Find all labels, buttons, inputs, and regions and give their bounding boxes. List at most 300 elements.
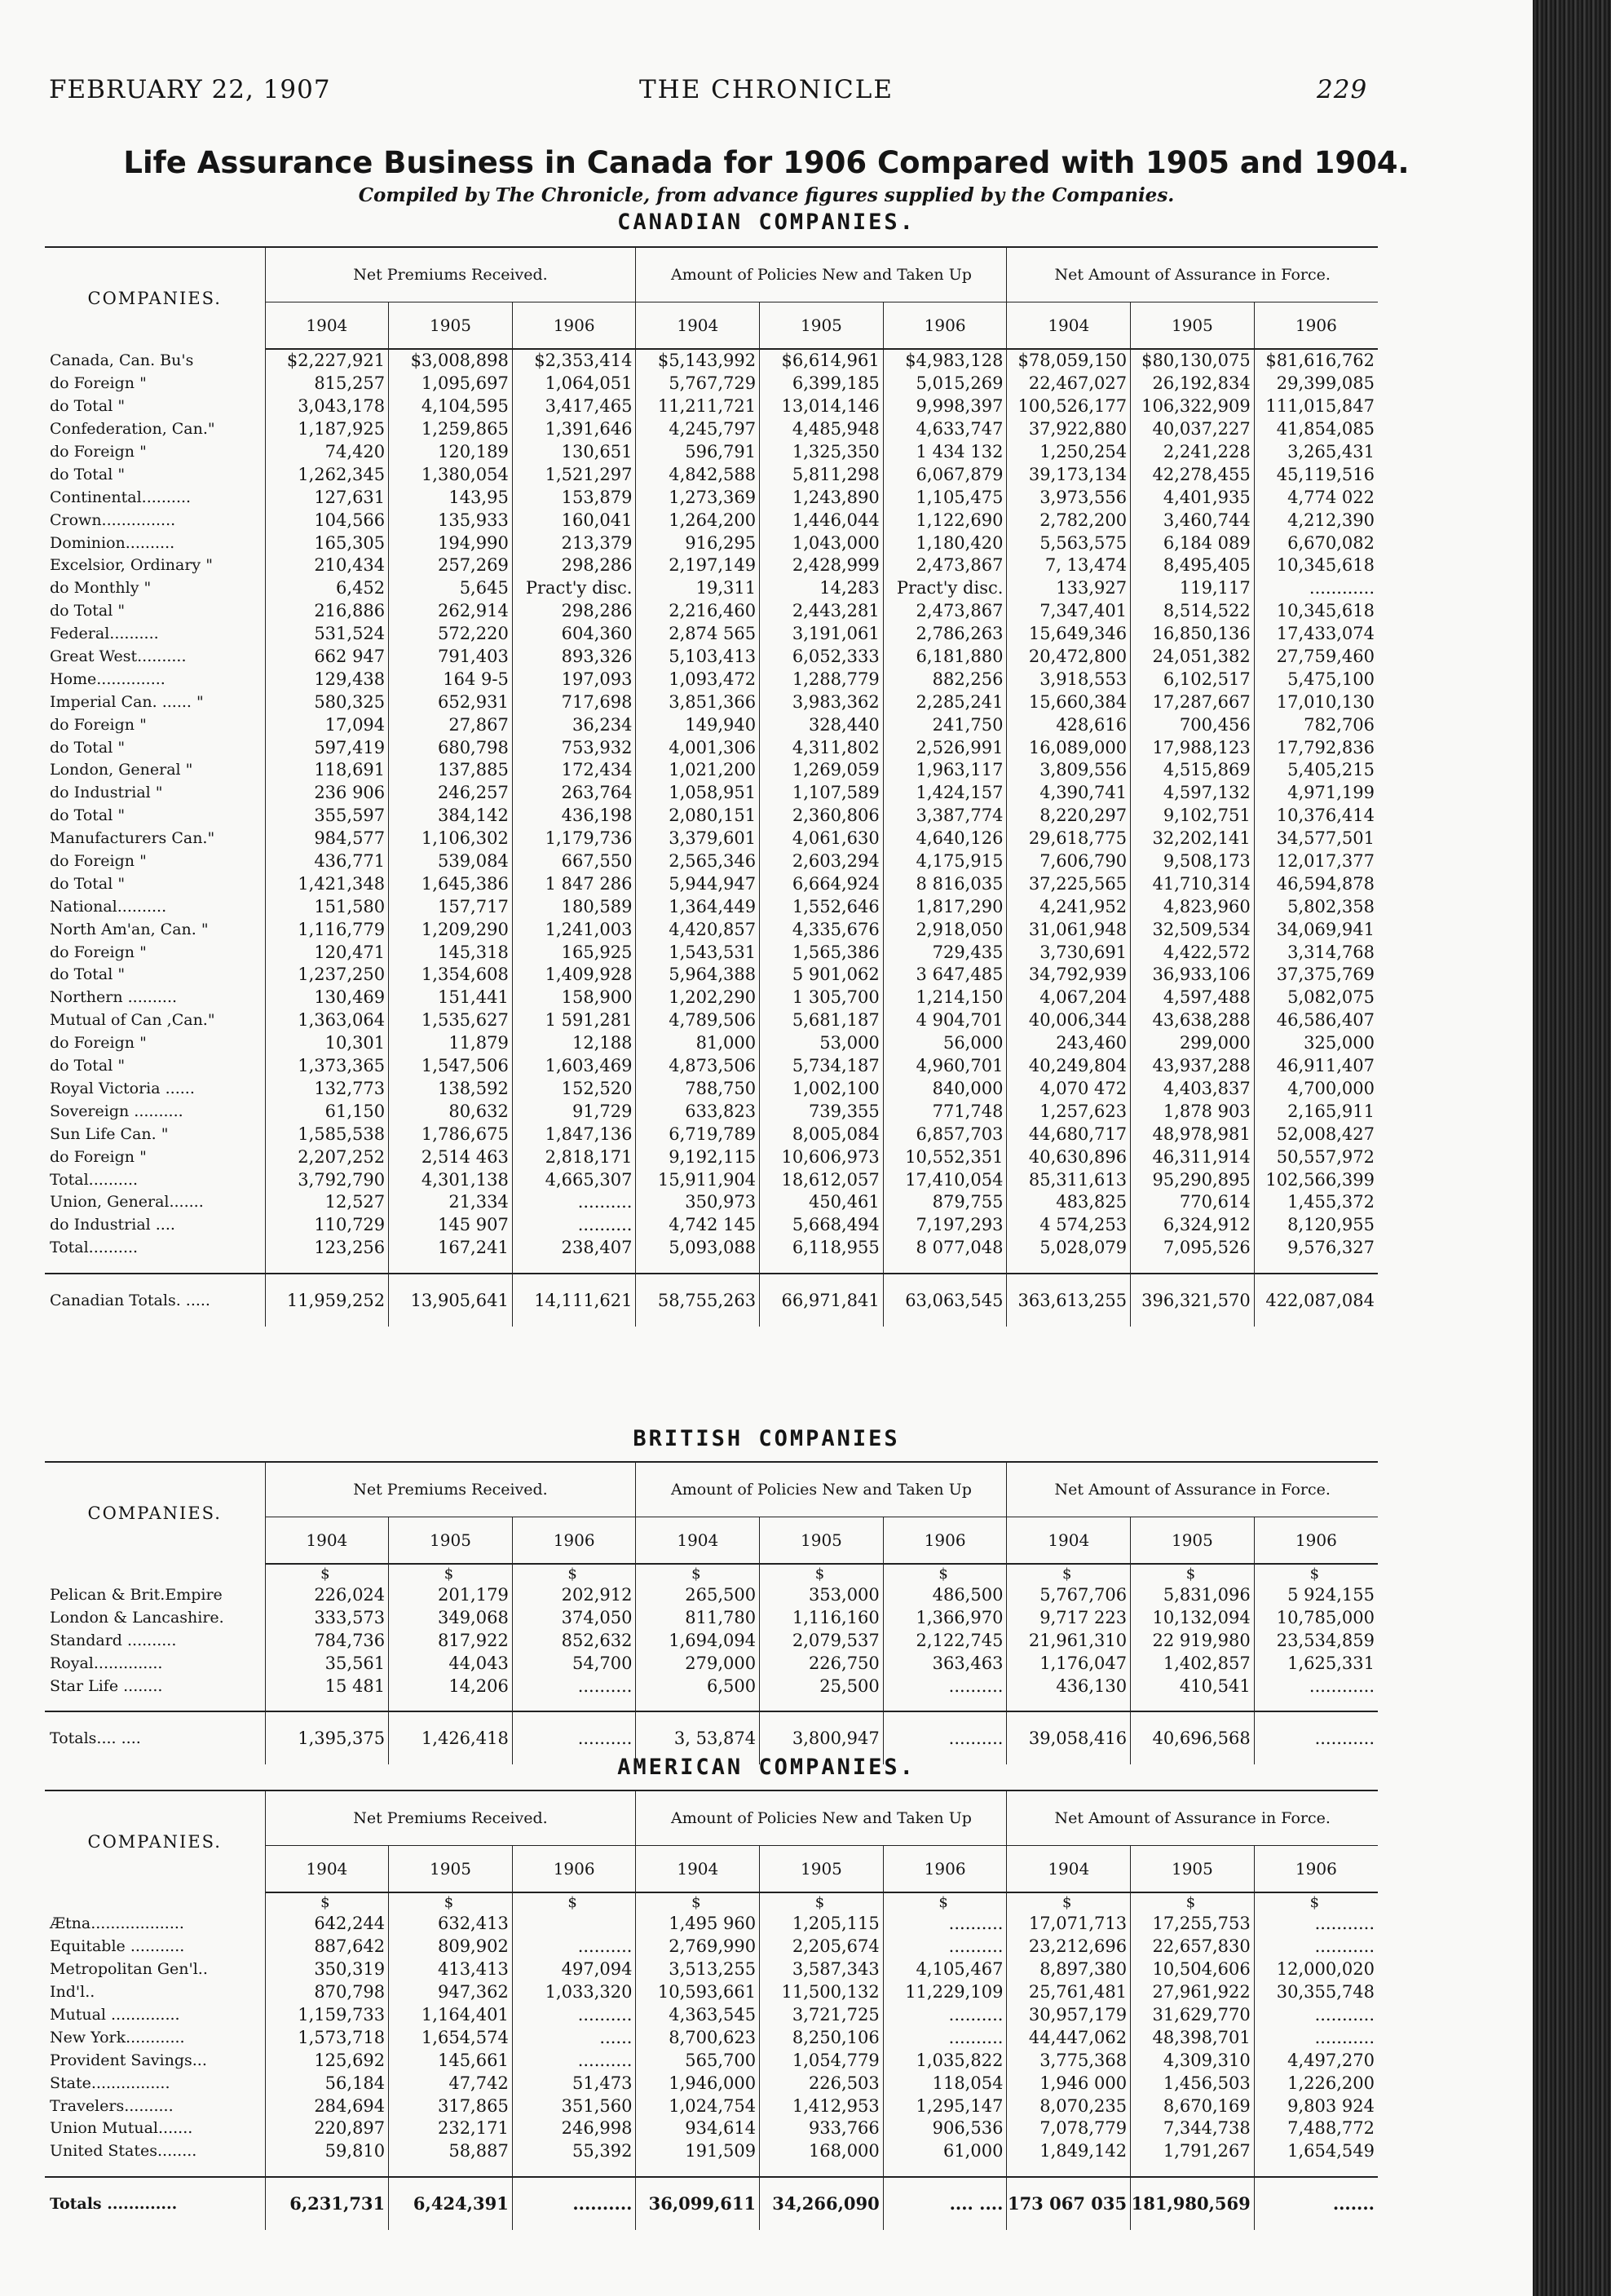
value-cell: 700,456	[1131, 713, 1255, 736]
value-cell: 17,071,713	[1007, 1913, 1131, 1936]
table-row	[45, 554, 1378, 577]
value-cell: ..........	[883, 1913, 1007, 1936]
table-row	[45, 2049, 1378, 2072]
value-cell: 771,748	[883, 1100, 1007, 1123]
value-cell: 2,782,200	[1007, 509, 1131, 532]
value-cell: $81,616,762	[1254, 349, 1378, 373]
value-cell: 3,973,556	[1007, 486, 1131, 509]
value-cell: 1,373,365	[265, 1055, 389, 1078]
company-name: Crown...............	[50, 510, 176, 529]
value-cell: 483,825	[1007, 1191, 1131, 1214]
company-name: do Foreign "	[50, 1034, 147, 1053]
value-cell: 44,447,062	[1007, 2026, 1131, 2049]
value-cell: 3,918,553	[1007, 668, 1131, 691]
value-cell: 23,534,859	[1254, 1630, 1378, 1653]
spacer-cell	[1254, 1698, 1378, 1711]
spacer-cell	[389, 1260, 513, 1274]
value-cell: 1 591,281	[512, 1009, 636, 1032]
value-cell: 151,580	[265, 895, 389, 918]
value-cell: 165,305	[265, 532, 389, 554]
value-cell: 5,668,494	[760, 1214, 884, 1237]
value-cell: 10,606,973	[760, 1146, 884, 1168]
value-cell: 17,094	[265, 713, 389, 736]
value-cell: 5,645	[389, 577, 513, 600]
value-cell: 133,927	[1007, 577, 1131, 600]
value-cell: 3,775,368	[1007, 2049, 1131, 2072]
value-cell: 4,104,595	[389, 395, 513, 418]
year-header: 1905	[389, 1846, 513, 1893]
value-cell: 572,220	[389, 623, 513, 646]
table-row	[45, 736, 1378, 759]
value-cell: 852,632	[512, 1630, 636, 1653]
year-header: 1905	[1131, 1846, 1255, 1893]
spacer-row	[45, 2163, 1378, 2177]
table-row	[45, 395, 1378, 418]
value-cell: 172,434	[512, 759, 636, 782]
year-header: 1905	[1131, 302, 1255, 350]
value-cell: 17,287,667	[1131, 691, 1255, 713]
value-cell: 565,700	[636, 2049, 760, 2072]
company-name: Equitable ...........	[50, 1937, 185, 1956]
dollar-sign: $	[636, 1892, 760, 1913]
value-cell: 243,460	[1007, 1032, 1131, 1055]
value-cell: 1,226,200	[1254, 2072, 1378, 2095]
value-cell: 1,424,157	[883, 782, 1007, 805]
spacer-cell	[760, 1698, 884, 1711]
value-cell: 5 901,062	[760, 964, 884, 987]
table-row	[45, 1214, 1378, 1237]
value-cell: 753,932	[512, 736, 636, 759]
table-row	[45, 1168, 1378, 1191]
value-cell: 531,524	[265, 623, 389, 646]
value-cell: 1,164,401	[389, 2004, 513, 2027]
value-cell: 817,922	[389, 1630, 513, 1653]
value-cell: Pract'y disc.	[512, 577, 636, 600]
value-cell: 1,565,386	[760, 941, 884, 964]
value-cell: 1,295,147	[883, 2095, 1007, 2117]
british-heading: BRITISH COMPANIES	[633, 1426, 900, 1451]
value-cell: 422,087,084	[1254, 1274, 1378, 1327]
value-cell: 220,897	[265, 2117, 389, 2140]
value-cell: 246,998	[512, 2117, 636, 2140]
value-cell: 916,295	[636, 532, 760, 554]
spacer-cell	[45, 1564, 265, 1584]
table-row	[45, 532, 1378, 554]
value-cell: 3,730,691	[1007, 941, 1131, 964]
spacer-cell	[1254, 2163, 1378, 2177]
header-page-number: 229	[1317, 75, 1368, 104]
value-cell: 1,426,418	[389, 1711, 513, 1764]
value-cell: 1,547,506	[389, 1055, 513, 1078]
value-cell: 1,116,779	[265, 918, 389, 941]
table-row	[45, 509, 1378, 532]
value-cell: 241,750	[883, 713, 1007, 736]
value-cell: 7, 13,474	[1007, 554, 1131, 577]
value-cell: 5,563,575	[1007, 532, 1131, 554]
table-row	[45, 941, 1378, 964]
value-cell: 4,241,952	[1007, 895, 1131, 918]
value-cell: 130,651	[512, 441, 636, 464]
value-cell: 384,142	[389, 805, 513, 828]
value-cell: 784,736	[265, 1630, 389, 1653]
spacer-cell	[45, 1260, 265, 1274]
value-cell: 102,566,399	[1254, 1168, 1378, 1191]
value-cell: 882,256	[883, 668, 1007, 691]
value-cell: 36,099,611	[636, 2177, 760, 2230]
value-cell: 8,670,169	[1131, 2095, 1255, 2117]
value-cell: 1,122,690	[883, 509, 1007, 532]
value-cell: 7,347,401	[1007, 600, 1131, 623]
value-cell: 16,850,136	[1131, 623, 1255, 646]
value-cell: 4,597,132	[1131, 782, 1255, 805]
company-name: Sovereign ..........	[50, 1102, 183, 1120]
header-date: FEBRUARY 22, 1907	[49, 75, 331, 104]
company-name: Mutual ..............	[50, 2006, 180, 2024]
value-cell: 226,503	[760, 2072, 884, 2095]
company-name: Canadian Totals. .....	[45, 1274, 265, 1327]
value-cell: 8,070,235	[1007, 2095, 1131, 2117]
value-cell: 1,817,290	[883, 895, 1007, 918]
table-row	[45, 1123, 1378, 1146]
year-header: 1906	[512, 1517, 636, 1565]
value-cell: 27,867	[389, 713, 513, 736]
value-cell: 7,095,526	[1131, 1237, 1255, 1260]
value-cell: 632,413	[389, 1913, 513, 1936]
value-cell: 597,419	[265, 736, 389, 759]
policies-header: Amount of Policies New and Taken Up	[636, 247, 1007, 302]
value-cell: 1,455,372	[1254, 1191, 1378, 1214]
company-name: Federal..........	[50, 625, 159, 643]
company-name: Royal..............	[50, 1654, 163, 1673]
value-cell: 351,560	[512, 2095, 636, 2117]
value-cell: 4,420,857	[636, 918, 760, 941]
value-cell: 226,024	[265, 1584, 389, 1607]
value-cell: Pract'y disc.	[883, 577, 1007, 600]
value-cell: 51,473	[512, 2072, 636, 2095]
value-cell: 10,132,094	[1131, 1607, 1255, 1630]
value-cell: 14,206	[389, 1676, 513, 1698]
company-name: Provident Savings...	[50, 2051, 207, 2069]
value-cell: 3,721,725	[760, 2004, 884, 2027]
company-name: Standard ..........	[50, 1631, 177, 1650]
value-cell: 2,216,460	[636, 600, 760, 623]
value-cell: .......	[1254, 2177, 1378, 2230]
value-cell: 8,897,380	[1007, 1958, 1131, 1981]
value-cell: 36,234	[512, 713, 636, 736]
value-cell: 1,325,350	[760, 441, 884, 464]
value-cell: 355,597	[265, 805, 389, 828]
value-cell: 9,192,115	[636, 1146, 760, 1168]
value-cell: 25,761,481	[1007, 1981, 1131, 2004]
value-cell: 257,269	[389, 554, 513, 577]
value-cell: 8,220,297	[1007, 805, 1131, 828]
value-cell: 4,960,701	[883, 1055, 1007, 1078]
value-cell: 4,597,488	[1131, 987, 1255, 1009]
value-cell: 2,769,990	[636, 1936, 760, 1958]
company-name: National..........	[50, 897, 167, 916]
value-cell: 61,150	[265, 1100, 389, 1123]
value-cell: 31,629,770	[1131, 2004, 1255, 2027]
value-cell: $78,059,150	[1007, 349, 1131, 373]
value-cell: 1,552,646	[760, 895, 884, 918]
header-journal: THE CHRONICLE	[638, 75, 894, 104]
company-name: Mutual of Can ,Can."	[50, 1011, 215, 1030]
value-cell: 58,887	[389, 2140, 513, 2163]
value-cell: 6,231,731	[265, 2177, 389, 2230]
company-name: Continental..........	[50, 488, 192, 506]
table-row	[45, 486, 1378, 509]
spacer-cell	[883, 2163, 1007, 2177]
value-cell: 3,417,465	[512, 395, 636, 418]
value-cell: 1,259,865	[389, 418, 513, 441]
value-cell: 984,577	[265, 828, 389, 850]
value-cell: 10,301	[265, 1032, 389, 1055]
value-cell: 95,290,895	[1131, 1168, 1255, 1191]
value-cell: 2,079,537	[760, 1630, 884, 1653]
value-cell: 265,500	[636, 1584, 760, 1607]
value-cell: 3,191,061	[760, 623, 884, 646]
value-cell: 5,015,269	[883, 373, 1007, 395]
value-cell: 317,865	[389, 2095, 513, 2117]
value-cell: 34,266,090	[760, 2177, 884, 2230]
dollar-sign: $	[760, 1564, 884, 1584]
book-binding-edge	[1533, 0, 1611, 2296]
value-cell: 782,706	[1254, 713, 1378, 736]
value-cell: 9,998,397	[883, 395, 1007, 418]
value-cell: 143,95	[389, 486, 513, 509]
value-cell: 1,095,697	[389, 373, 513, 395]
value-cell: 1,205,115	[760, 1913, 884, 1936]
value-cell: 350,319	[265, 1958, 389, 1981]
spacer-cell	[883, 1260, 1007, 1274]
value-cell: ..........	[883, 1676, 1007, 1698]
value-cell: 21,334	[389, 1191, 513, 1214]
value-cell: 27,961,922	[1131, 1981, 1255, 2004]
table-row	[45, 1958, 1378, 1981]
company-name: do Industrial ....	[50, 1216, 175, 1234]
value-cell: 1,179,736	[512, 828, 636, 850]
table-row	[45, 1146, 1378, 1168]
value-cell: 6,719,789	[636, 1123, 760, 1146]
company-name: Travelers..........	[50, 2096, 174, 2115]
table-row	[45, 713, 1378, 736]
value-cell: 2,818,171	[512, 1146, 636, 1168]
table-row	[45, 441, 1378, 464]
company-name: Dominion..........	[50, 533, 175, 552]
value-cell: 1,366,970	[883, 1607, 1007, 1630]
value-cell: 279,000	[636, 1653, 760, 1676]
value-cell: 80,632	[389, 1100, 513, 1123]
value-cell: 12,527	[265, 1191, 389, 1214]
spacer-cell	[760, 2163, 884, 2177]
value-cell: 40,249,804	[1007, 1055, 1131, 1078]
value-cell: 2,197,149	[636, 554, 760, 577]
premiums-header: Net Premiums Received.	[265, 247, 636, 302]
value-cell: 1,625,331	[1254, 1653, 1378, 1676]
spacer-cell	[265, 1698, 389, 1711]
value-cell: 22 919,980	[1131, 1630, 1255, 1653]
page-title: Life Assurance Business in Canada for 1906 Compared with 1905 and 1904.	[123, 145, 1410, 180]
value-cell: ..........	[512, 1676, 636, 1698]
value-cell: 236 906	[265, 782, 389, 805]
value-cell: 4,700,000	[1254, 1078, 1378, 1101]
company-name: Totals .............	[45, 2177, 265, 2230]
spacer-cell	[512, 1260, 636, 1274]
dollar-sign: $	[1131, 1564, 1255, 1584]
dollar-sign: $	[265, 1564, 389, 1584]
value-cell: ..........	[883, 1711, 1007, 1764]
value-cell: 118,691	[265, 759, 389, 782]
value-cell: 5,802,358	[1254, 895, 1378, 918]
value-cell: 1,585,538	[265, 1123, 389, 1146]
table-row	[45, 691, 1378, 713]
value-cell: 61,000	[883, 2140, 1007, 2163]
value-cell: 22,657,830	[1131, 1936, 1255, 1958]
value-cell: 9,803 924	[1254, 2095, 1378, 2117]
value-cell: $4,983,128	[883, 349, 1007, 373]
value-cell: 2,526,991	[883, 736, 1007, 759]
value-cell: 46,594,878	[1254, 872, 1378, 895]
value-cell: 840,000	[883, 1078, 1007, 1101]
value-cell: 5,028,079	[1007, 1237, 1131, 1260]
company-name: do Total "	[50, 806, 126, 825]
year-header: 1906	[512, 1846, 636, 1893]
year-header: 1905	[389, 1517, 513, 1565]
value-cell: 46,911,407	[1254, 1055, 1378, 1078]
value-cell: 4,640,126	[883, 828, 1007, 850]
value-cell: 1,963,117	[883, 759, 1007, 782]
value-cell: 4,497,270	[1254, 2049, 1378, 2072]
value-cell: 37,375,769	[1254, 964, 1378, 987]
value-cell: 1,093,472	[636, 668, 760, 691]
table-row	[45, 1032, 1378, 1055]
value-cell: 1,654,574	[389, 2026, 513, 2049]
value-cell: 1,035,822	[883, 2049, 1007, 2072]
value-cell: 1,159,733	[265, 2004, 389, 2027]
year-header: 1906	[883, 1846, 1007, 1893]
year-header: 1906	[512, 302, 636, 350]
value-cell: 91,729	[512, 1100, 636, 1123]
table-row	[45, 1055, 1378, 1078]
value-cell: 1,409,928	[512, 964, 636, 987]
table-row	[45, 463, 1378, 486]
value-cell: 1,446,044	[760, 509, 884, 532]
table-row	[45, 895, 1378, 918]
value-cell: 263,764	[512, 782, 636, 805]
value-cell: 191,509	[636, 2140, 760, 2163]
company-name: Sun Life Can. "	[50, 1124, 169, 1143]
company-name: do Total "	[50, 738, 126, 757]
value-cell: 17,410,054	[883, 1168, 1007, 1191]
dollar-sign: $	[1007, 1892, 1131, 1913]
value-cell: 34,577,501	[1254, 828, 1378, 850]
table-row	[45, 782, 1378, 805]
value-cell: 604,360	[512, 623, 636, 646]
value-cell: 4,390,741	[1007, 782, 1131, 805]
value-cell: 42,278,455	[1131, 463, 1255, 486]
value-cell: 1,043,000	[760, 532, 884, 554]
value-cell: 39,173,134	[1007, 463, 1131, 486]
dollar-sign: $	[265, 1892, 389, 1913]
company-name: Royal Victoria ......	[50, 1079, 195, 1097]
value-cell: 1,543,531	[636, 941, 760, 964]
value-cell: 4,245,797	[636, 418, 760, 441]
value-cell: 633,823	[636, 1100, 760, 1123]
year-header: 1906	[1254, 302, 1378, 350]
table-row	[45, 828, 1378, 850]
value-cell: 3,314,768	[1254, 941, 1378, 964]
company-name: do Total "	[50, 465, 126, 483]
dollar-sign: $	[636, 1564, 760, 1584]
value-cell: 125,692	[265, 2049, 389, 2072]
company-name: do Foreign "	[50, 1147, 147, 1166]
value-cell: 44,680,717	[1007, 1123, 1131, 1146]
company-name: Metropolitan Gen'l..	[50, 1960, 208, 1979]
company-name: North Am'an, Can. "	[50, 920, 209, 938]
value-cell: 30,957,179	[1007, 2004, 1131, 2027]
value-cell: 3,043,178	[265, 395, 389, 418]
value-cell: 4,001,306	[636, 736, 760, 759]
value-cell: 6,102,517	[1131, 668, 1255, 691]
year-header: 1906	[883, 1517, 1007, 1565]
table-row	[45, 1936, 1378, 1958]
table-row	[45, 1100, 1378, 1123]
value-cell: 167,241	[389, 1237, 513, 1260]
value-cell: ............	[1254, 1676, 1378, 1698]
value-cell: 1,380,054	[389, 463, 513, 486]
value-cell: 933,766	[760, 2117, 884, 2140]
value-cell: 59,810	[265, 2140, 389, 2163]
value-cell: 4,363,545	[636, 2004, 760, 2027]
value-cell: 20,472,800	[1007, 646, 1131, 669]
year-header: 1905	[389, 302, 513, 350]
premiums-header: Net Premiums Received.	[265, 1790, 636, 1846]
value-cell: ...........	[1254, 1711, 1378, 1764]
value-cell: ..........	[512, 1711, 636, 1764]
value-cell: 4,774 022	[1254, 486, 1378, 509]
value-cell: 9,102,751	[1131, 805, 1255, 828]
value-cell: 151,441	[389, 987, 513, 1009]
value-cell: 37,225,565	[1007, 872, 1131, 895]
value-cell: 1,021,200	[636, 759, 760, 782]
value-cell: 111,015,847	[1254, 395, 1378, 418]
value-cell: 3,513,255	[636, 1958, 760, 1981]
value-cell: 6,052,333	[760, 646, 884, 669]
value-cell: 106,322,909	[1131, 395, 1255, 418]
force-header: Net Amount of Assurance in Force.	[1007, 247, 1378, 302]
value-cell: 246,257	[389, 782, 513, 805]
value-cell: 1,363,064	[265, 1009, 389, 1032]
value-cell: $80,130,075	[1131, 349, 1255, 373]
value-cell: 815,257	[265, 373, 389, 395]
force-header: Net Amount of Assurance in Force.	[1007, 1462, 1378, 1517]
value-cell: 6,424,391	[389, 2177, 513, 2230]
value-cell: 1,849,142	[1007, 2140, 1131, 2163]
value-cell: 50,557,972	[1254, 1146, 1378, 1168]
companies-header: COMPANIES.	[45, 247, 265, 349]
value-cell: 4,061,630	[760, 828, 884, 850]
table-row	[45, 373, 1378, 395]
value-cell: 110,729	[265, 1214, 389, 1237]
spacer-cell	[389, 1698, 513, 1711]
value-cell: 194,990	[389, 532, 513, 554]
value-cell: 37,922,880	[1007, 418, 1131, 441]
value-cell: 2,603,294	[760, 850, 884, 873]
value-cell: ............	[1254, 577, 1378, 600]
value-cell: 40,696,568	[1131, 1711, 1255, 1764]
value-cell: 202,912	[512, 1584, 636, 1607]
value-cell: 596,791	[636, 441, 760, 464]
